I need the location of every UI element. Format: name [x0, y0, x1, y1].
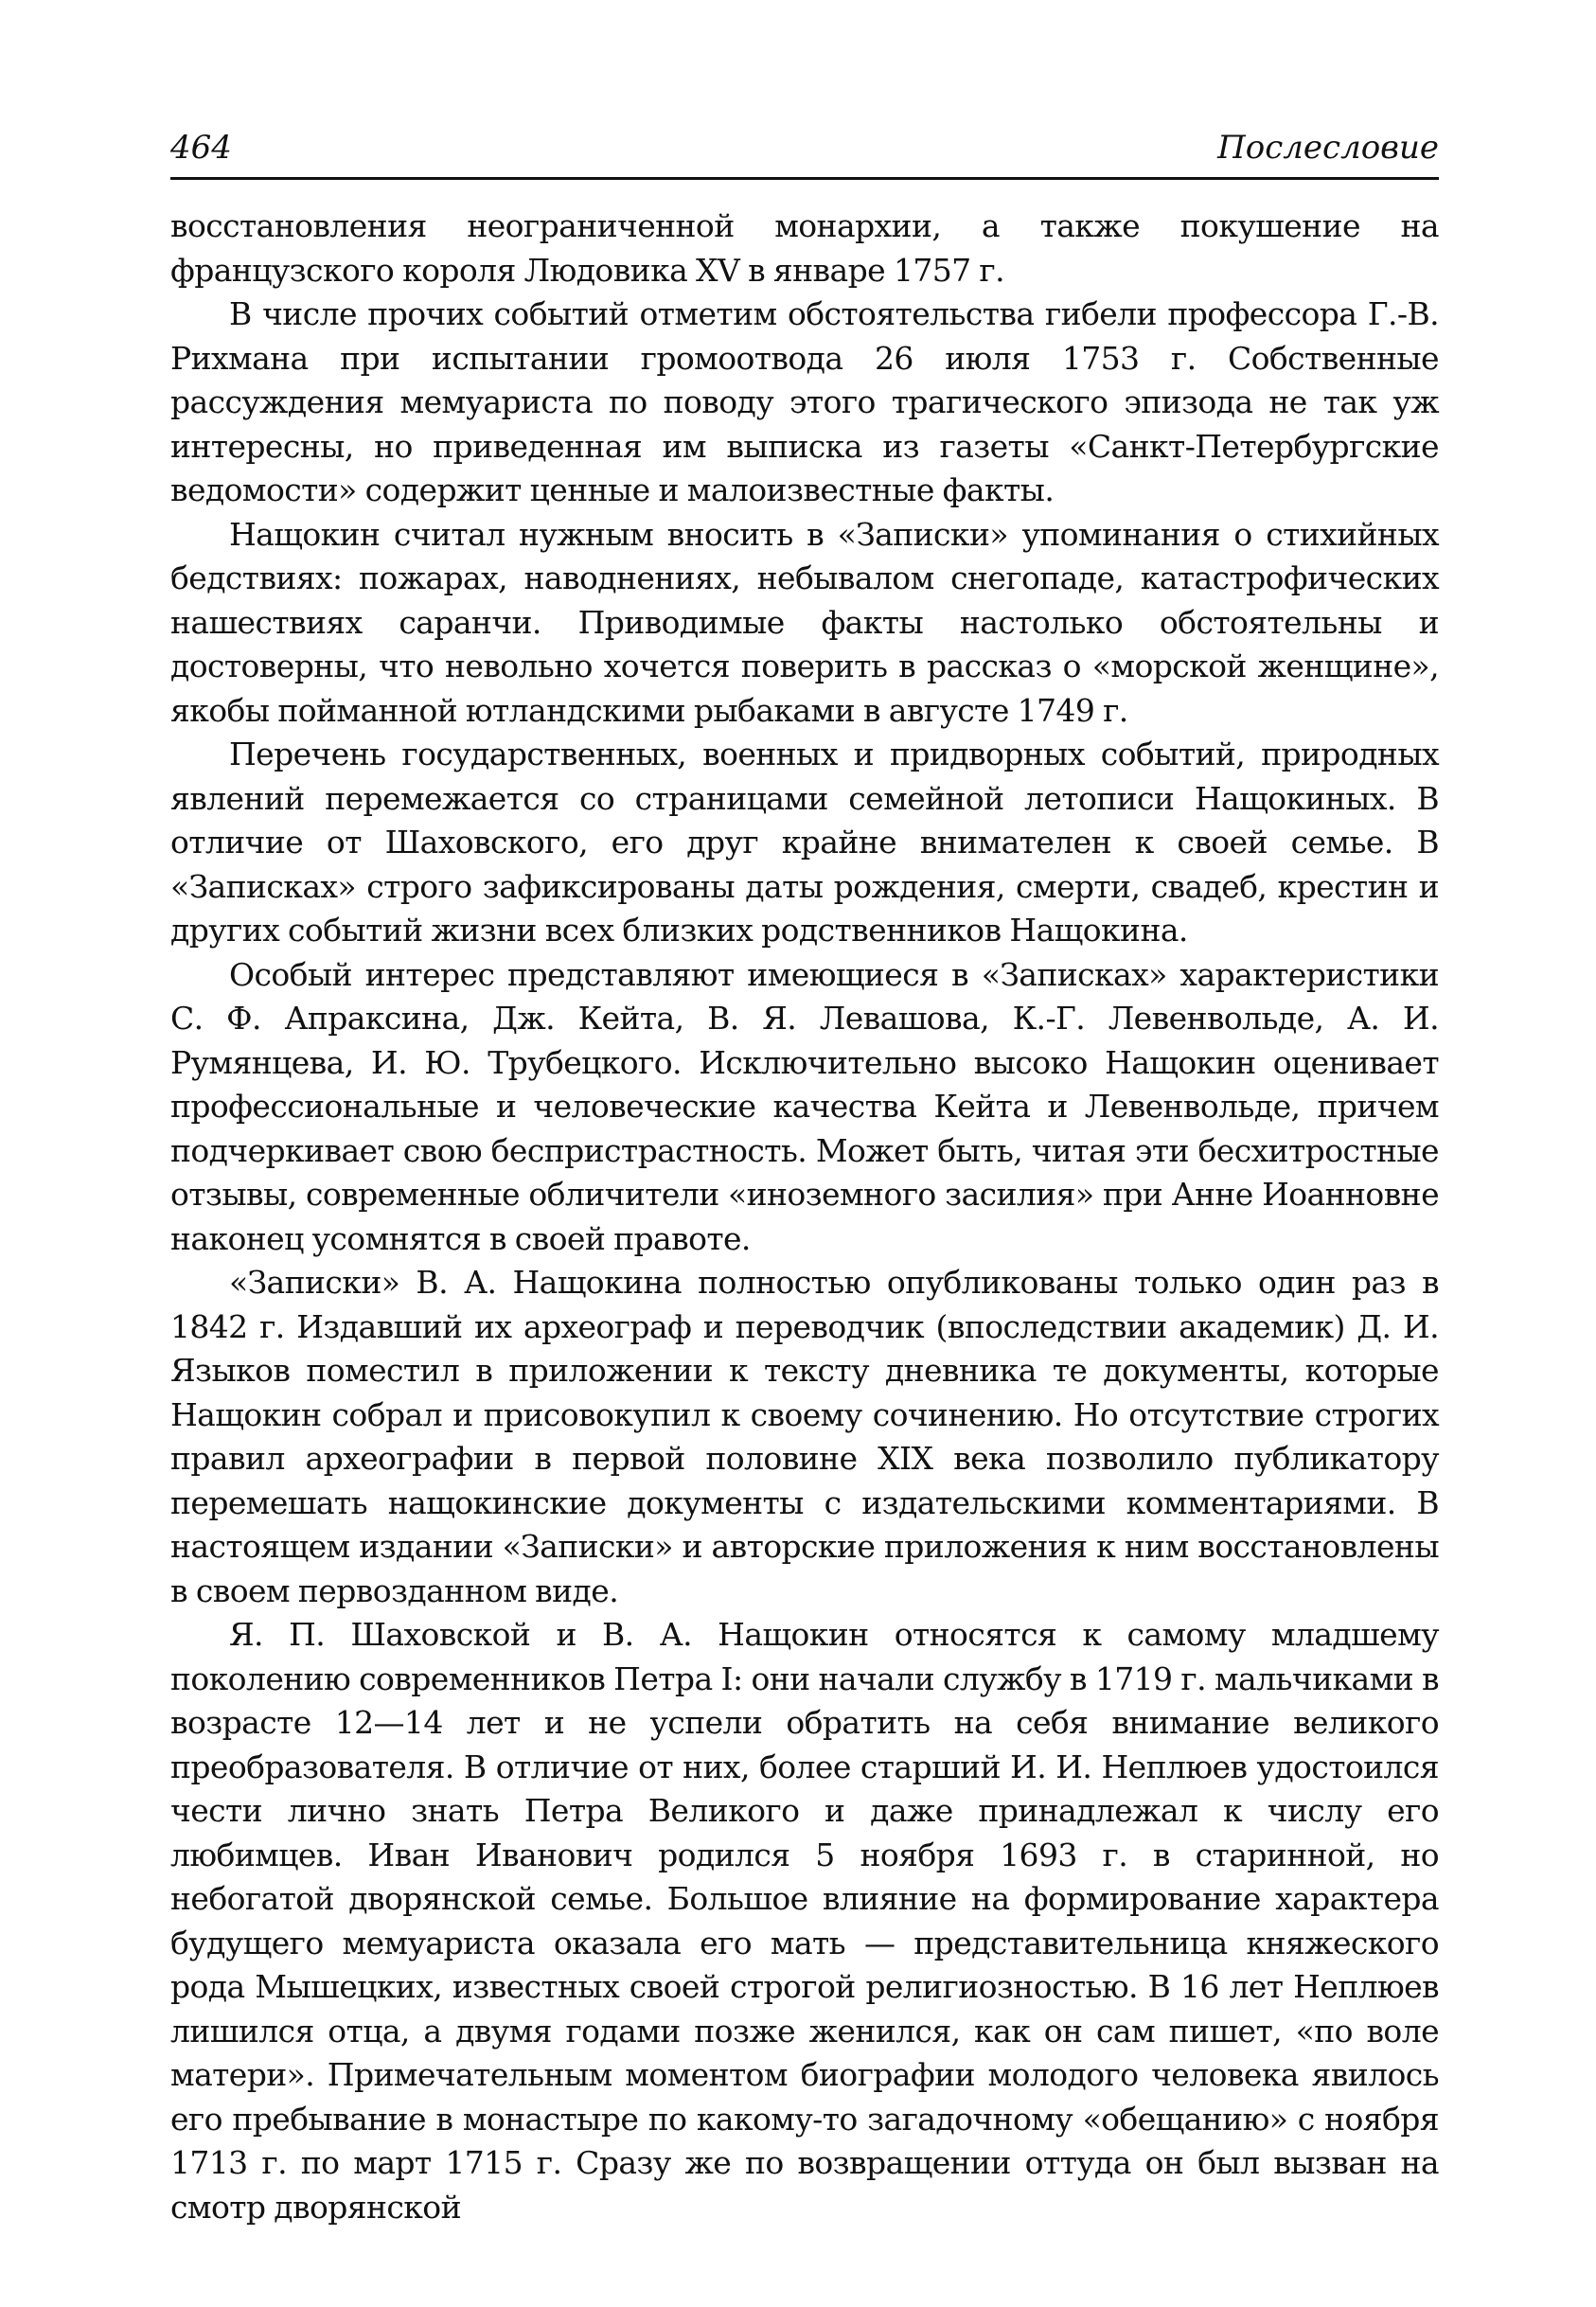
page-number: 464 [170, 129, 232, 167]
paragraph-characteristics: Особый интерес представляют имеющиеся в «Записках» характеристики С. Ф. Апраксина, Дж. Кейта, В. Я. Левашова, К.-Г. Левенвольде, А. И. Румянцева, И. Ю. Трубецкого. Исключительно высоко Нащокин оценивает профессиональные и человеческие качества Кейта и Левенвольде, причем подчеркивает свою беспристрастность. Может быть, читая эти бесхитростные отзывы, современные обличители «иноземного засилия» при Анне Иоанновне наконец усомнятся в своей правоте. [170, 955, 1439, 1257]
running-head [170, 118, 1439, 180]
paragraph-nepluev: Я. П. Шаховской и В. А. Нащокин относятся к самому младшему поколению современников Петра I: они начали службу в 1719 г. мальчиками в возрасте 12—14 лет и не успели обратить на себя внимание великого преобразователя. В отличие от них, более старший И. И. Неплюев удостоился чести лично знать Петра Великого и даже принадлежал к числу его любимцев. Иван Иванович родился 5 ноября 1693 г. в старинной, но небогатой дворянской семье. Большое влияние на формирование характера будущего мемуариста оказала его мать — представительница княжеского рода Мышецких, известных своей строгой религиозностью. В 16 лет Неплюев лишился отца, а двумя годами позже женился, как он сам пишет, «по воле матери». Примечательным моментом биографии молодого человека явилось его пребывание в монастыре по какому-то загадочному «обещанию» с ноября 1713 г. по март 1715 г. Сразу же по возвращении оттуда он был вызван на смотр дворянской [170, 1616, 1439, 2226]
paragraph-continued: восстановления неограниченной монархии, а также покушение на французского короля Людовика XV в январе 1757 г. [170, 207, 1439, 289]
paragraph-disasters: Нащокин считал нужным вносить в «Записки» упоминания о стихийных бедствиях: пожарах, наводнениях, небывалом снегопаде, катастрофических нашествиях саранчи. Приводимые факты настолько обстоятельны и достоверны, что невольно хочется поверить в рассказ о «морской женщине», якобы пойманной ютландскими рыбаками в августе 1749 г. [170, 515, 1439, 729]
body-text [170, 204, 1439, 2229]
paragraph-publication: «Записки» В. А. Нащокина полностью опубликованы только один раз в 1842 г. Издавший их археограф и переводчик (впоследствии академик) Д. И. Языков поместил в приложении к тексту дневника те документы, которые Нащокин собрал и присовокупил к своему сочинению. Но отсутствие строгих правил археографии в первой половине XIX века позволило публикатору перемешать нащокинские документы с издательскими комментариями. В настоящем издании «Записки» и авторские приложения к ним восстановлены в своем первозданном виде. [170, 1264, 1439, 1609]
paragraph-family-chronicle: Перечень государственных, военных и придворных событий, природных явлений перемежается со страницами семейной летописи Нащокиных. В отличие от Шаховского, его друг крайне внимателен к своей семье. В «Записках» строго зафиксированы даты рождения, смерти, свадеб, крестин и других событий жизни всех близких родственников Нащокина. [170, 736, 1439, 949]
section-title: Послесловие [1217, 129, 1439, 167]
paragraph-richmann: В числе прочих событий отметим обстоятельства гибели профессора Г.-В. Рихмана при испытании громоотвода 26 июля 1753 г. Собственные рассуждения мемуариста по поводу этого трагического эпизода не так уж интересны, но приведенная им выписка из газеты «Санкт-Петербургские ведомости» содержит ценные и малоизвестные факты. [170, 295, 1439, 508]
book-page [170, 118, 1439, 2229]
